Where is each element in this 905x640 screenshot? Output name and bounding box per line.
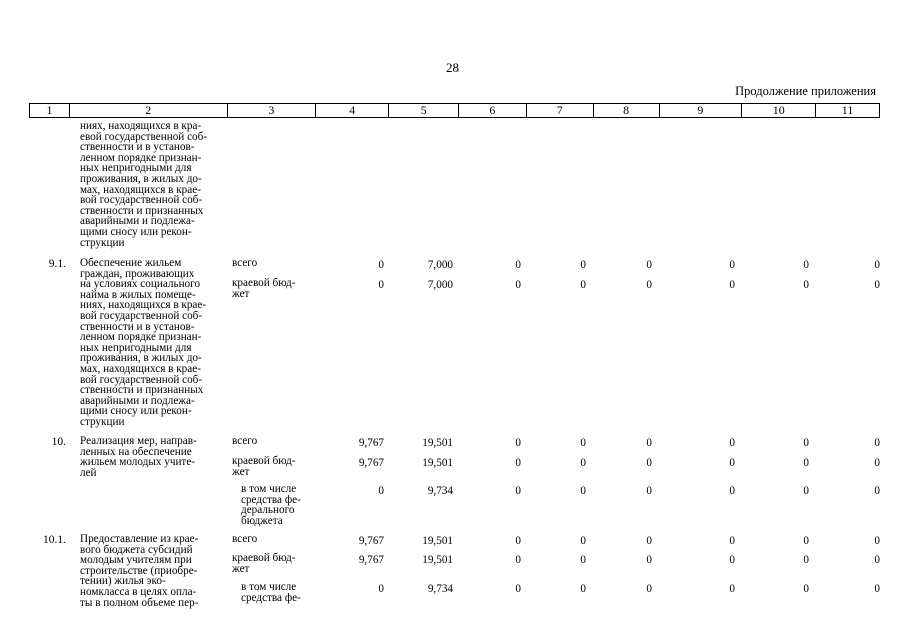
value-col-11: 0 bbox=[874, 437, 880, 449]
funding-source: в том числе средства фе- bbox=[241, 581, 301, 604]
value-col-11: 0 bbox=[874, 485, 880, 497]
value-col-5: 19,501 bbox=[422, 437, 453, 449]
value-col-4: 9,767 bbox=[358, 554, 384, 566]
value-col-5: 19,501 bbox=[422, 457, 453, 469]
column-header-9: 9 bbox=[660, 104, 743, 117]
value-col-4: 9,767 bbox=[358, 437, 384, 449]
row-name: Реализация мер, направ- ленных на обеспечение жильем молодых учите- лей bbox=[80, 435, 197, 479]
value-col-4: 0 bbox=[378, 279, 384, 291]
funding-source: краевой бюд- жет bbox=[232, 455, 296, 478]
value-col-5: 9,734 bbox=[427, 583, 453, 595]
value-col-7: 0 bbox=[580, 457, 586, 469]
column-header-11: 11 bbox=[841, 103, 854, 117]
value-col-8: 0 bbox=[646, 554, 652, 566]
value-col-10: 0 bbox=[803, 583, 809, 595]
value-col-8: 0 bbox=[646, 259, 652, 271]
value-col-10: 0 bbox=[803, 554, 809, 566]
value-col-6: 0 bbox=[515, 279, 521, 291]
value-col-8: 0 bbox=[646, 485, 652, 497]
value-col-9: 0 bbox=[729, 554, 735, 566]
value-col-5: 9,734 bbox=[427, 485, 453, 497]
value-col-11: 0 bbox=[874, 535, 880, 547]
value-col-6: 0 bbox=[515, 535, 521, 547]
column-header-8: 8 bbox=[594, 104, 660, 117]
funding-source: краевой бюд- жет bbox=[232, 277, 296, 300]
value-col-8: 0 bbox=[646, 583, 652, 595]
value-col-9: 0 bbox=[729, 485, 735, 497]
column-header-5: 5 bbox=[389, 104, 459, 117]
value-col-4: 0 bbox=[378, 583, 384, 595]
column-header-7: 7 bbox=[527, 104, 594, 117]
value-col-7: 0 bbox=[580, 554, 586, 566]
value-col-7: 0 bbox=[580, 437, 586, 449]
funding-source: всего bbox=[232, 257, 258, 269]
value-col-10: 0 bbox=[803, 279, 809, 291]
row-number: 9.1. bbox=[48, 258, 66, 270]
value-col-4: 0 bbox=[378, 259, 384, 271]
funding-source: краевой бюд- жет bbox=[232, 552, 296, 575]
value-col-5: 7,000 bbox=[427, 279, 453, 291]
value-col-5: 7,000 bbox=[427, 259, 453, 271]
value-col-11: 0 bbox=[874, 259, 880, 271]
funding-source: всего bbox=[232, 533, 258, 545]
value-col-10: 0 bbox=[803, 457, 809, 469]
column-header-6: 6 bbox=[459, 104, 527, 117]
column-header-10: 10 bbox=[742, 104, 816, 117]
value-col-7: 0 bbox=[580, 259, 586, 271]
value-col-10: 0 bbox=[803, 535, 809, 547]
row-number: 10. bbox=[51, 436, 66, 448]
value-col-9: 0 bbox=[729, 535, 735, 547]
column-header-2: 2 bbox=[70, 104, 228, 117]
value-col-11: 0 bbox=[874, 279, 880, 291]
value-col-8: 0 bbox=[646, 457, 652, 469]
value-col-11: 0 bbox=[874, 457, 880, 469]
value-col-4: 9,767 bbox=[358, 535, 384, 547]
value-col-5: 19,501 bbox=[422, 554, 453, 566]
row-name: ниях, находящихся в кра- евой государственной соб- ственности и в установ- ленном порядке признан- ных непригодными для проживания, в жилых до- мах, находящихся в крае- вой государственной соб- ственности и признанных аварийными и подлежа- щими сносу или рекон- струкции bbox=[80, 120, 208, 249]
value-col-8: 0 bbox=[646, 535, 652, 547]
value-col-6: 0 bbox=[515, 583, 521, 595]
value-col-7: 0 bbox=[580, 535, 586, 547]
value-col-5: 19,501 bbox=[422, 535, 453, 547]
column-header-4: 4 bbox=[316, 104, 389, 117]
value-col-10: 0 bbox=[803, 259, 809, 271]
value-col-9: 0 bbox=[729, 457, 735, 469]
value-col-6: 0 bbox=[515, 554, 521, 566]
value-col-7: 0 bbox=[580, 485, 586, 497]
row-name: Предоставление из крае- вого бюджета субсидий молодым учителям при строительстве (приобре- тении) жилья эко- номкласса в целях опла- ты в полном объеме пер- bbox=[80, 533, 199, 609]
value-col-6: 0 bbox=[515, 259, 521, 271]
value-col-8: 0 bbox=[646, 279, 652, 291]
value-col-9: 0 bbox=[729, 437, 735, 449]
value-col-8: 0 bbox=[646, 437, 652, 449]
value-col-9: 0 bbox=[729, 279, 735, 291]
value-col-6: 0 bbox=[515, 437, 521, 449]
value-col-7: 0 bbox=[580, 279, 586, 291]
value-col-11: 0 bbox=[874, 583, 880, 595]
value-col-4: 9,767 bbox=[358, 457, 384, 469]
funding-source: всего bbox=[232, 435, 258, 447]
column-header-1: 1 bbox=[30, 104, 70, 117]
table-header-row bbox=[29, 103, 880, 118]
funding-source: в том числе средства фе- дерального бюджета bbox=[241, 483, 301, 527]
value-col-7: 0 bbox=[580, 583, 586, 595]
page-number: 28 bbox=[446, 60, 459, 75]
continuation-label: Продолжение приложения bbox=[735, 84, 876, 98]
value-col-4: 0 bbox=[378, 485, 384, 497]
row-name: Обеспечение жильем граждан, проживающих на условиях социального найма в жилых помеще- ниях, находящихся в крае- вой государственной соб- ственности и в установ- ленном порядке признан- ных непригодными для проживания, в жилых до- мах, находящихся в крае- вой государственной соб- ственности и признанных аварийными и подлежа- щими сносу или рекон- струкции bbox=[80, 257, 207, 428]
value-col-10: 0 bbox=[803, 485, 809, 497]
column-header-3: 3 bbox=[228, 104, 317, 117]
value-col-9: 0 bbox=[729, 583, 735, 595]
value-col-11: 0 bbox=[874, 554, 880, 566]
value-col-6: 0 bbox=[515, 485, 521, 497]
value-col-10: 0 bbox=[803, 437, 809, 449]
value-col-6: 0 bbox=[515, 457, 521, 469]
value-col-9: 0 bbox=[729, 259, 735, 271]
row-number: 10.1. bbox=[43, 534, 66, 546]
